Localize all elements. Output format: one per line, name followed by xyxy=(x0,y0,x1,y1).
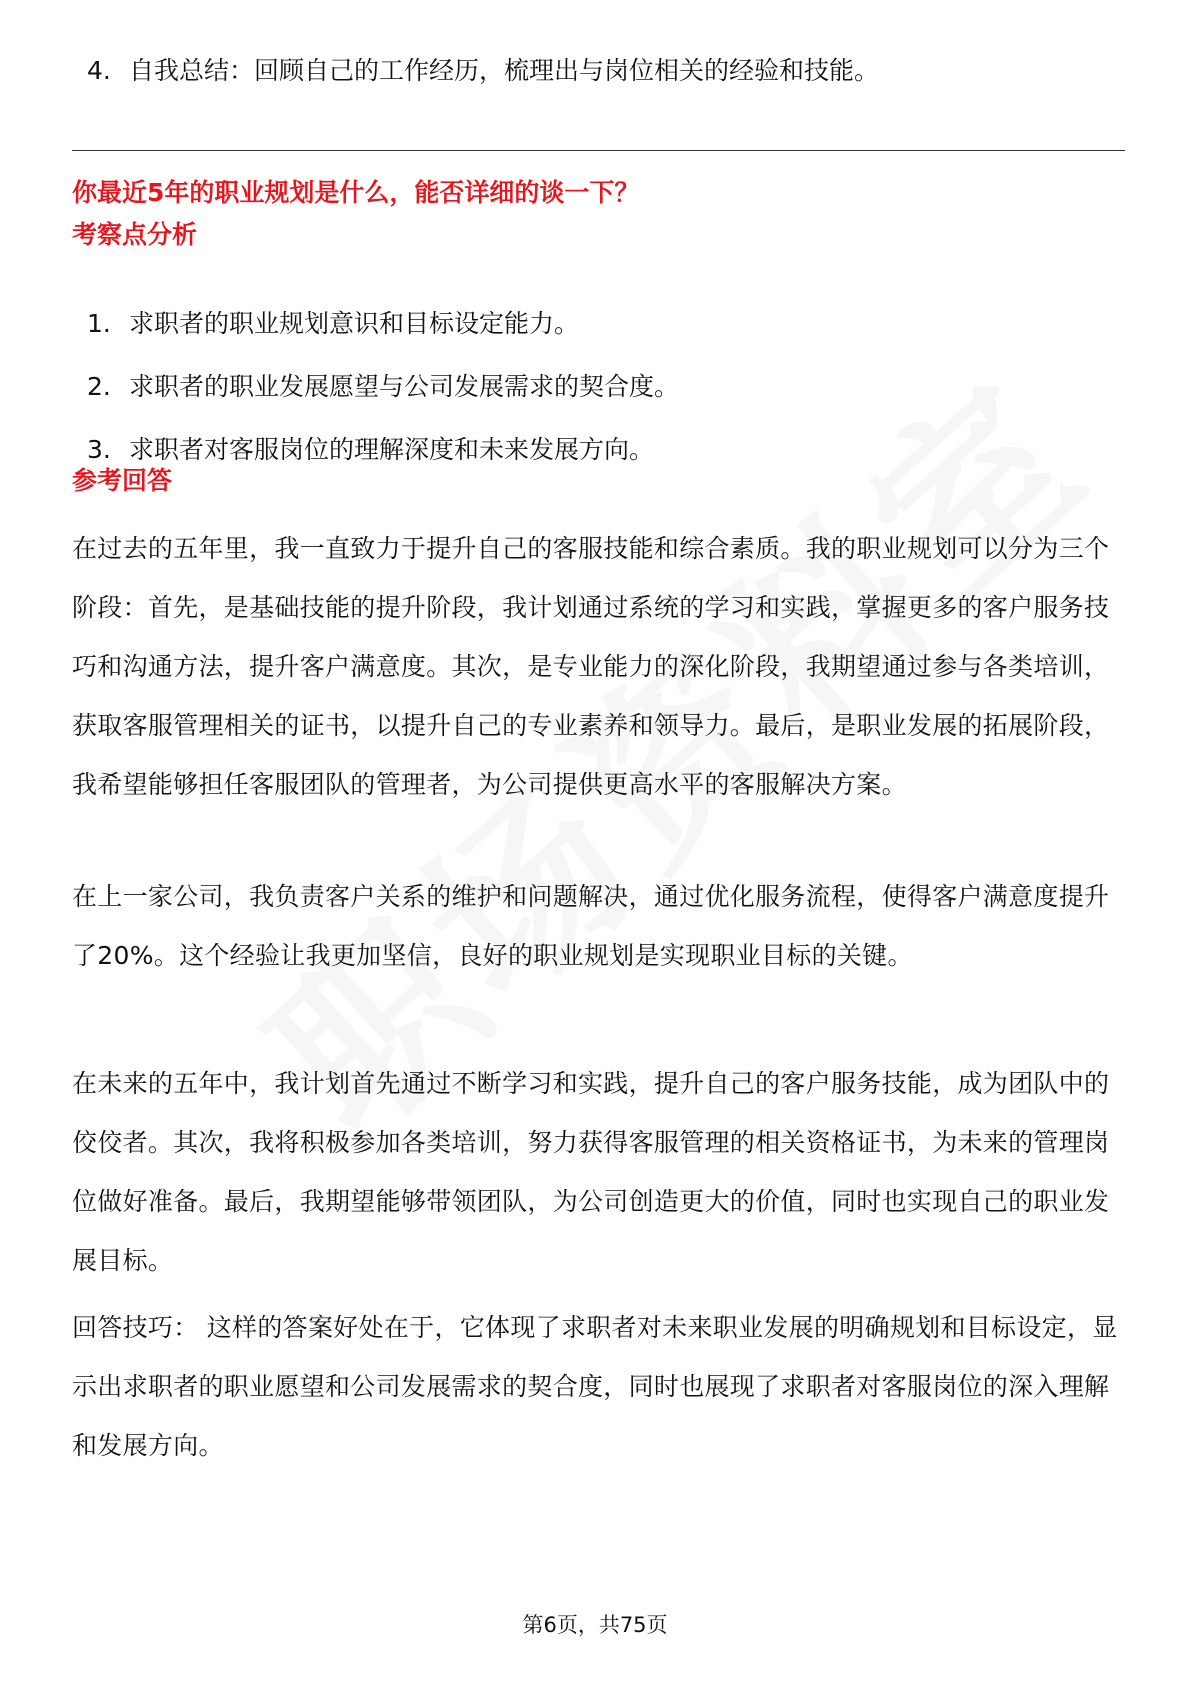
list-number: 1. xyxy=(87,309,111,338)
previous-list-item xyxy=(87,52,879,90)
reference-title: 参考回答 xyxy=(72,466,173,495)
answer-paragraph: 在未来的五年中，我计划首先通过不断学习和实践，提升自己的客户服务技能，成为团队中的佼佼者。其次，我将积极参加各类培训，努力获得客服管理的相关资格证书，为未来的管理岗位做好准备。最后，我期望能够带领团队，为公司创造更大的价值，同时也实现自己的职业发展目标。 xyxy=(72,1069,1110,1275)
answer-paragraph: 在过去的五年里，我一直致力于提升自己的客服技能和综合素质。我的职业规划可以分为三个阶段：首先，是基础技能的提升阶段，我计划通过系统的学习和实践，掌握更多的客户服务技巧和沟通方法，提升客户满意度。其次，是专业能力的深化阶段，我期望通过参与各类培训，获取客服管理相关的证书，以提升自己的专业素养和领导力。最后，是职业发展的拓展阶段，我希望能够担任客服团队的管理者，为公司提供更高水平的客服解决方案。 xyxy=(72,534,1110,799)
analysis-title: 考察点分析 xyxy=(72,220,198,249)
list-item xyxy=(87,431,679,469)
divider xyxy=(72,150,1125,151)
list-item-text: 求职者的职业发展愿望与公司发展需求的契合度。 xyxy=(129,372,680,401)
list-item-text: 自我总结：回顾自己的工作经历，梳理出与岗位相关的经验和技能。 xyxy=(129,56,880,85)
list-item-text: 求职者的职业规划意识和目标设定能力。 xyxy=(129,309,580,338)
question-heading: 你最近5年的职业规划是什么，能否详细的谈一下？ xyxy=(72,178,640,207)
answer-paragraph: 在上一家公司，我负责客户关系的维护和问题解决，通过优化服务流程，使得客户满意度提升了20%。这个经验让我更加坚信，良好的职业规划是实现职业目标的关键。 xyxy=(72,882,1110,970)
page-number: 第6页，共75页 xyxy=(522,1613,668,1637)
list-item-text: 求职者对客服岗位的理解深度和未来发展方向。 xyxy=(129,435,655,464)
list-item xyxy=(87,305,679,343)
list-number: 4. xyxy=(87,56,111,85)
answer-tip-paragraph: 回答技巧： 这样的答案好处在于，它体现了求职者对未来职业发展的明确规划和目标设定，显示出求职者的职业愿望和公司发展需求的契合度，同时也展现了求职者对客服岗位的深入理解和发展方向。 xyxy=(72,1313,1118,1460)
analysis-points xyxy=(87,305,679,494)
list-item xyxy=(87,368,679,406)
list-number: 2. xyxy=(87,372,111,401)
list-number: 3. xyxy=(87,435,111,464)
